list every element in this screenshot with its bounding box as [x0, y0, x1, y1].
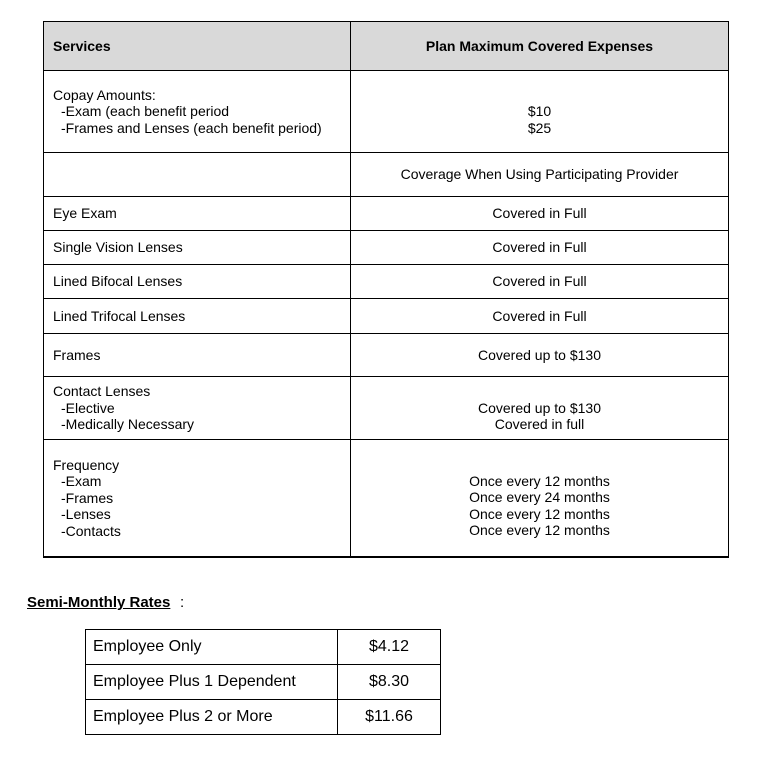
frequency-service-cell [44, 440, 351, 557]
copay-row [44, 71, 729, 153]
table-row [44, 197, 729, 231]
table-row [44, 334, 729, 377]
copay-exam-value: $10 [527, 103, 552, 119]
copay-frames-lenses-label: -Frames and Lenses (each benefit period) [61, 119, 322, 136]
rate-amount: $11.66 [338, 700, 441, 735]
table-row [44, 231, 729, 265]
frequency-frames-value: Once every 24 months [469, 489, 610, 506]
frequency-frames-label: -Frames [61, 489, 114, 506]
contacts-value-cell [351, 377, 729, 440]
table-row [44, 265, 729, 299]
frequency-value-cell [351, 440, 729, 557]
rate-tier: Employee Plus 1 Dependent [86, 665, 338, 700]
frequency-title: Frequency [53, 456, 120, 473]
rates-title: Semi-Monthly Rates [27, 594, 171, 611]
frequency-lenses-label: -Lenses [61, 506, 111, 522]
copay-title: Copay Amounts: [53, 86, 156, 103]
table-row [86, 630, 441, 665]
rates-table [85, 629, 441, 735]
service-cell: Lined Bifocal Lenses [44, 265, 351, 299]
contacts-elective-value: Covered up to $130 [478, 399, 601, 416]
frequency-exam-value: Once every 12 months [469, 472, 610, 489]
rate-tier: Employee Plus 2 or More [86, 700, 338, 735]
rates-title-colon: : [180, 594, 185, 611]
contacts-medical-value: Covered in full [494, 416, 585, 432]
contacts-elective-label: -Elective [61, 399, 115, 416]
header-row [44, 22, 729, 71]
rate-tier: Employee Only [86, 630, 338, 665]
copay-frames-lenses-value: $25 [527, 119, 552, 136]
service-cell: Lined Trifocal Lenses [44, 299, 351, 334]
frequency-lenses-value: Once every 12 months [469, 505, 610, 522]
service-cell: Frames [44, 334, 351, 377]
contacts-row [44, 377, 729, 440]
coverage-cell: Covered in Full [351, 299, 729, 334]
coverage-cell: Covered in Full [351, 231, 729, 265]
contacts-title: Contact Lenses [53, 383, 151, 400]
contacts-medical-label: -Medically Necessary [61, 416, 195, 433]
frequency-row [44, 440, 729, 557]
participating-note: Coverage When Using Participating Provider [351, 153, 729, 197]
copay-service-cell [44, 71, 351, 153]
coverage-cell: Covered in Full [351, 197, 729, 231]
frequency-exam-label: -Exam [61, 473, 102, 489]
services-header: Services [44, 22, 351, 71]
table-row [44, 299, 729, 334]
coverage-header: Plan Maximum Covered Expenses [351, 22, 729, 71]
participating-empty-cell [44, 153, 351, 197]
participating-row [44, 153, 729, 197]
benefits-table [43, 21, 729, 558]
rate-amount: $8.30 [338, 665, 441, 700]
contacts-service-cell [44, 377, 351, 440]
table-row [86, 700, 441, 735]
service-cell: Eye Exam [44, 197, 351, 231]
rate-amount: $4.12 [338, 630, 441, 665]
table-row [86, 665, 441, 700]
coverage-cell: Covered in Full [351, 265, 729, 299]
copay-exam-label: -Exam (each benefit period [61, 103, 230, 120]
frequency-contacts-value: Once every 12 months [469, 522, 610, 539]
frequency-contacts-label: -Contacts [61, 522, 121, 539]
coverage-cell: Covered up to $130 [351, 334, 729, 377]
service-cell: Single Vision Lenses [44, 231, 351, 265]
copay-value-cell [351, 71, 729, 153]
